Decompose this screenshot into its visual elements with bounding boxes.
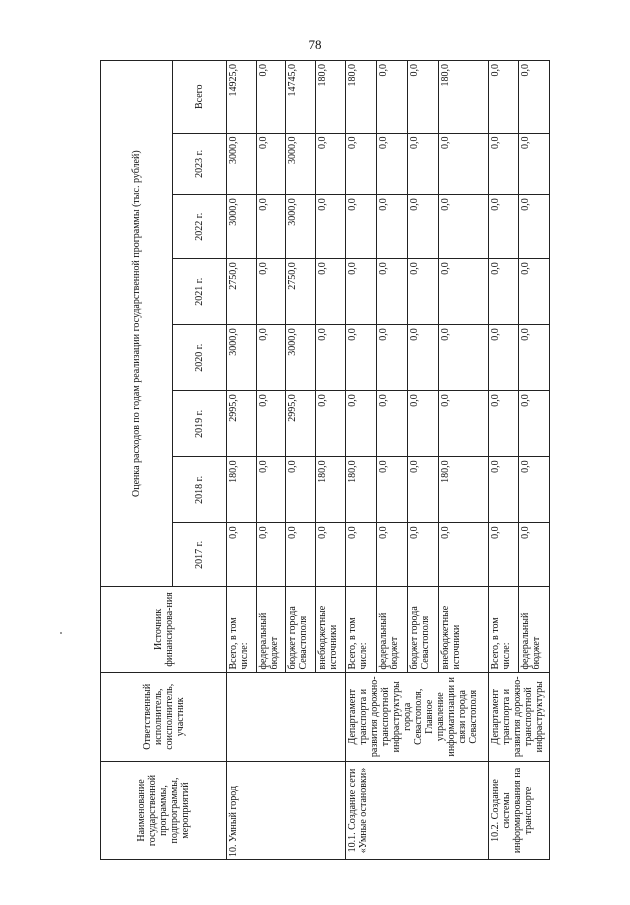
year-value-cell: 2750,0 xyxy=(227,259,257,325)
responsible-cell xyxy=(227,672,346,761)
responsible-cell: Департамент транспорта и развития дорожно-транспортной инфраструктуры города Севастополя, Главное управление информатизации и связи города Севастополя xyxy=(345,672,488,761)
program-name-cell: 10.1. Создание сети «Умные остановки» xyxy=(345,762,488,860)
year-value-cell: 0,0 xyxy=(519,195,550,259)
header-estimate: Оценка расходов по годам реализации государственной программы (тыс. рублей) xyxy=(101,61,173,587)
year-value-cell: 0,0 xyxy=(376,325,407,391)
year-value-cell: 0,0 xyxy=(315,391,345,457)
year-value-cell: 180,0 xyxy=(315,457,345,523)
source-cell: внебюджетные источники xyxy=(315,587,345,672)
year-value-cell: 0,0 xyxy=(376,391,407,457)
year-value-cell: 0,0 xyxy=(488,325,519,391)
year-value-cell: 0,0 xyxy=(488,391,519,457)
year-value-cell: 0,0 xyxy=(488,195,519,259)
year-value-cell: 0,0 xyxy=(519,259,550,325)
year-value-cell: 0,0 xyxy=(439,195,488,259)
year-value-cell: 0,0 xyxy=(519,523,550,587)
header-year: 2023 г. xyxy=(173,133,227,195)
year-value-cell: 0,0 xyxy=(519,391,550,457)
source-cell: бюджет города Севастополя xyxy=(286,587,316,672)
year-value-cell: 3000,0 xyxy=(227,325,257,391)
total-value-cell: 180,0 xyxy=(315,61,345,134)
year-value-cell: 0,0 xyxy=(488,133,519,195)
year-value-cell: 0,0 xyxy=(408,133,439,195)
table-body xyxy=(227,61,550,860)
year-value-cell: 0,0 xyxy=(376,133,407,195)
table-row xyxy=(227,61,257,860)
table-row xyxy=(345,61,376,860)
year-value-cell: 0,0 xyxy=(256,259,286,325)
year-value-cell: 0,0 xyxy=(227,523,257,587)
year-value-cell: 0,0 xyxy=(345,391,376,457)
header-year: 2021 г. xyxy=(173,259,227,325)
year-value-cell: 0,0 xyxy=(439,259,488,325)
year-value-cell: 0,0 xyxy=(519,457,550,523)
source-cell: Всего, в том числе: xyxy=(488,587,519,672)
program-name-cell: 10.2. Создание системы информирования на транспорте xyxy=(488,762,550,860)
total-value-cell: 14745,0 xyxy=(286,61,316,134)
year-value-cell: 3000,0 xyxy=(286,195,316,259)
year-value-cell: 0,0 xyxy=(439,133,488,195)
header-source: Источник финансирова-ния xyxy=(101,587,227,672)
year-value-cell: 0,0 xyxy=(376,195,407,259)
source-cell: федеральный бюджет xyxy=(256,587,286,672)
year-value-cell: 0,0 xyxy=(315,523,345,587)
year-value-cell: 0,0 xyxy=(439,391,488,457)
total-value-cell: 180,0 xyxy=(345,61,376,134)
year-value-cell: 180,0 xyxy=(345,457,376,523)
source-cell: федеральный бюджет xyxy=(519,587,550,672)
year-value-cell: 0,0 xyxy=(519,133,550,195)
year-value-cell: 0,0 xyxy=(376,457,407,523)
year-value-cell: 3000,0 xyxy=(286,325,316,391)
year-value-cell: 0,0 xyxy=(488,523,519,587)
header-row-1 xyxy=(101,61,173,860)
page-number: 78 xyxy=(308,37,322,52)
year-value-cell: 0,0 xyxy=(408,195,439,259)
year-value-cell: 2995,0 xyxy=(227,391,257,457)
rotated-table-wrapper xyxy=(100,60,550,860)
table-frame xyxy=(100,60,550,860)
total-value-cell: 0,0 xyxy=(376,61,407,134)
total-value-cell: 14925,0 xyxy=(227,61,257,134)
year-value-cell: 3000,0 xyxy=(227,133,257,195)
year-value-cell: 2750,0 xyxy=(286,259,316,325)
year-value-cell: 0,0 xyxy=(315,325,345,391)
year-value-cell: 0,0 xyxy=(376,523,407,587)
header-year: 2020 г. xyxy=(173,325,227,391)
scan-speck xyxy=(60,632,62,634)
year-value-cell: 2995,0 xyxy=(286,391,316,457)
year-value-cell: 0,0 xyxy=(315,259,345,325)
year-value-cell: 3000,0 xyxy=(286,133,316,195)
header-responsible: Ответственный исполнитель, соисполнитель, участник xyxy=(101,672,227,761)
source-cell: Всего, в том числе: xyxy=(345,587,376,672)
total-value-cell: 180,0 xyxy=(439,61,488,134)
year-value-cell: 0,0 xyxy=(376,259,407,325)
header-year: 2019 г. xyxy=(173,391,227,457)
source-cell: внебюджетные источники xyxy=(439,587,488,672)
year-value-cell: 3000,0 xyxy=(227,195,257,259)
year-value-cell: 0,0 xyxy=(345,259,376,325)
year-value-cell: 0,0 xyxy=(439,523,488,587)
year-value-cell: 0,0 xyxy=(408,391,439,457)
total-value-cell: 0,0 xyxy=(488,61,519,134)
expenditure-table xyxy=(100,60,550,860)
year-value-cell: 0,0 xyxy=(256,457,286,523)
year-value-cell: 0,0 xyxy=(256,325,286,391)
year-value-cell: 0,0 xyxy=(488,259,519,325)
year-value-cell: 0,0 xyxy=(488,457,519,523)
program-name-cell: 10. Умный город xyxy=(227,762,346,860)
year-value-cell: 0,0 xyxy=(345,523,376,587)
year-value-cell: 180,0 xyxy=(227,457,257,523)
total-value-cell: 0,0 xyxy=(519,61,550,134)
year-value-cell: 0,0 xyxy=(256,195,286,259)
year-value-cell: 0,0 xyxy=(408,325,439,391)
year-value-cell: 0,0 xyxy=(256,523,286,587)
responsible-cell: Департамент транспорта и развития дорожно-транспортной инфраструктуры xyxy=(488,672,550,761)
header-year: 2017 г. xyxy=(173,523,227,587)
source-cell: бюджет города Севастополя xyxy=(408,587,439,672)
header-year: 2018 г. xyxy=(173,457,227,523)
source-cell: Всего, в том числе: xyxy=(227,587,257,672)
year-value-cell: 0,0 xyxy=(286,457,316,523)
year-value-cell: 0,0 xyxy=(439,325,488,391)
table-row xyxy=(488,61,519,860)
year-value-cell: 180,0 xyxy=(439,457,488,523)
source-cell: федеральный бюджет xyxy=(376,587,407,672)
header-total: Всего xyxy=(173,61,227,134)
year-value-cell: 0,0 xyxy=(345,195,376,259)
year-value-cell: 0,0 xyxy=(256,391,286,457)
header-name: Наименование государственной программы, подпрограммы, мероприятий xyxy=(101,762,227,860)
year-value-cell: 0,0 xyxy=(345,325,376,391)
total-value-cell: 0,0 xyxy=(256,61,286,134)
year-value-cell: 0,0 xyxy=(408,523,439,587)
year-value-cell: 0,0 xyxy=(408,457,439,523)
year-value-cell: 0,0 xyxy=(345,133,376,195)
year-value-cell: 0,0 xyxy=(286,523,316,587)
year-value-cell: 0,0 xyxy=(315,195,345,259)
total-value-cell: 0,0 xyxy=(408,61,439,134)
year-value-cell: 0,0 xyxy=(408,259,439,325)
header-year: 2022 г. xyxy=(173,195,227,259)
year-value-cell: 0,0 xyxy=(315,133,345,195)
year-value-cell: 0,0 xyxy=(256,133,286,195)
year-value-cell: 0,0 xyxy=(519,325,550,391)
